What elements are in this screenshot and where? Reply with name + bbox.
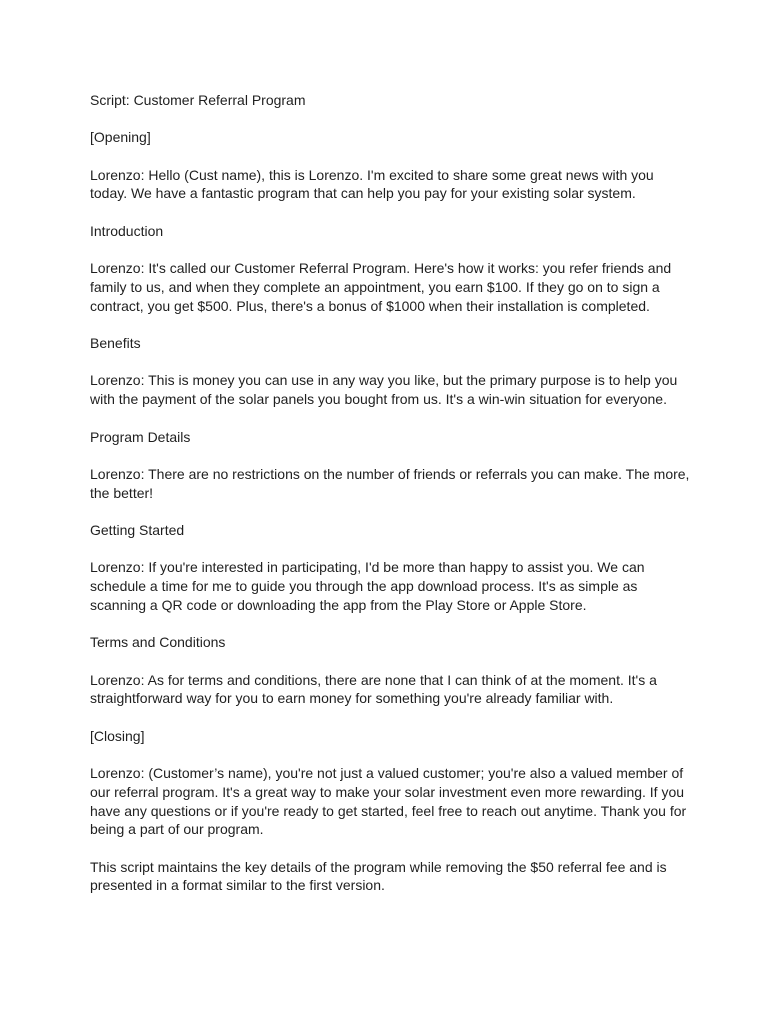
program-details-heading: Program Details xyxy=(90,428,191,445)
benefits-paragraph: Lorenzo: This is money you can use in any way you like, but the primary purpose is to help you with the payment of the solar panels you bought from us. It's a win-win situation for everyone. xyxy=(90,372,678,408)
opening-heading: [Opening] xyxy=(90,129,151,146)
introduction-heading: Introduction xyxy=(90,222,164,239)
program-details-paragraph: Lorenzo: There are no restrictions on the number of friends or referrals you can make. The more, the better! xyxy=(90,465,690,501)
opening-paragraph: Lorenzo: Hello (Cust name), this is Lorenzo. I'm excited to share some great news with you today. We have a fantastic program that can help you pay for your existing solar system. xyxy=(90,166,654,202)
terms-paragraph: Lorenzo: As for terms and conditions, there are none that I can think of at the moment. It's a straightforward way for you to earn money for something you're already familiar with. xyxy=(90,671,657,707)
footer-note: This script maintains the key details of the program while removing the $50 referral fee and is presented in a format similar to the first version. xyxy=(90,858,667,894)
introduction-paragraph: Lorenzo: It's called our Customer Referral Program. Here's how it works: you refer friends and family to us, and when they complete an appointment, you earn $100. If they go on to sign a contract, you get $500. Plus, there's a bonus of $1000 when their installation is completed. xyxy=(90,260,672,314)
getting-started-paragraph: Lorenzo: If you're interested in participating, I'd be more than happy to assist you. We can schedule a time for me to guide you through the app download process. It's as simple as scanning a QR code or downloading the app from the Play Store or Apple Store. xyxy=(90,559,645,613)
document-title: Script: Customer Referral Program xyxy=(90,92,306,108)
document-body xyxy=(90,91,690,914)
terms-heading: Terms and Conditions xyxy=(90,634,226,651)
closing-paragraph: Lorenzo: (Customer’s name), you're not just a valued customer; you're also a valued member of our referral program. It's a great way to make your solar investment even more rewarding. If you have any questions or if you're ready to get started, feel free to reach out anytime. Thank you for being a part of our program. xyxy=(90,765,687,838)
closing-heading: [Closing] xyxy=(90,727,145,744)
getting-started-heading: Getting Started xyxy=(90,522,185,539)
benefits-heading: Benefits xyxy=(90,335,141,352)
